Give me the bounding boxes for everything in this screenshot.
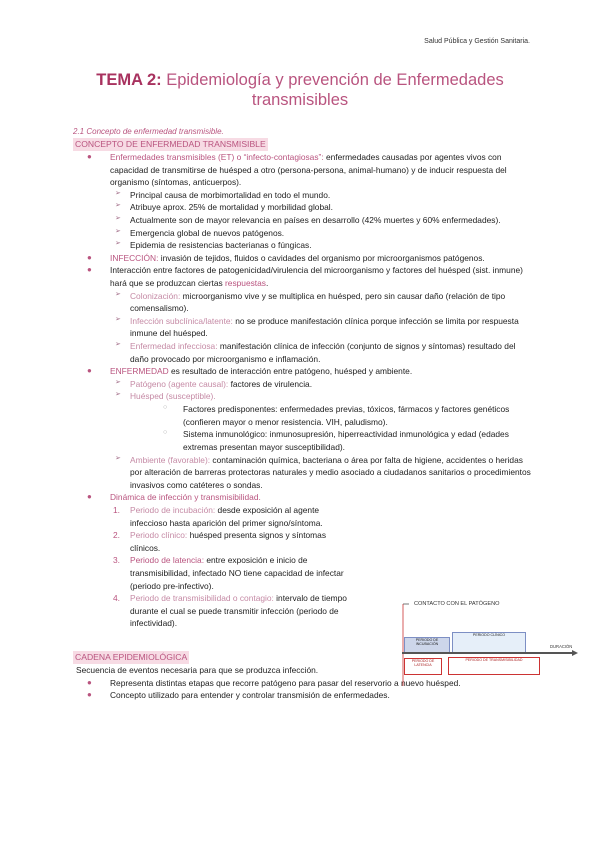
list-item bbox=[73, 378, 535, 391]
bullet-icon: ● bbox=[87, 677, 92, 687]
section-heading-concepto: CONCEPTO DE ENFERMEDAD TRANSMISIBLE bbox=[75, 139, 266, 149]
list-item bbox=[73, 454, 535, 492]
list-item-et bbox=[73, 151, 535, 189]
arrow-bullet-icon: ➢ bbox=[115, 227, 121, 235]
list-item bbox=[73, 315, 535, 340]
list-item-interaccion bbox=[73, 264, 535, 289]
list-item-text: Actualmente son de mayor relevancia en países en desarrollo (42% muertes y 60% enfermedades). bbox=[130, 214, 501, 225]
list-item-enfermedad bbox=[73, 365, 535, 378]
term-et: Enfermedades transmisibles (ET) o “infecto-contagiosas”: bbox=[110, 151, 324, 162]
step-number: 3. bbox=[113, 555, 120, 566]
box-clinico: PERIODO CLÍNICO bbox=[452, 632, 526, 653]
arrow-bullet-icon: ➢ bbox=[115, 240, 121, 248]
section-heading-cadena: CADENA EPIDEMIOLÓGICA bbox=[75, 652, 188, 663]
arrow-bullet-icon: ➢ bbox=[115, 202, 121, 210]
list-item-dinamica bbox=[73, 491, 535, 504]
list-item-text: no se produce manifestación clínica porque infección se limita por respuesta inmune del huésped. bbox=[130, 315, 519, 339]
list-item bbox=[73, 504, 355, 529]
duracion-label: DURACIÓN bbox=[550, 644, 573, 649]
text-infeccion: invasión de tejidos, fluidos o cavidades del organismo por microorganismos patógenos. bbox=[158, 252, 485, 263]
list-item bbox=[73, 214, 535, 227]
title-prefix: TEMA 2: bbox=[96, 71, 162, 89]
infection-timeline-diagram bbox=[400, 600, 590, 695]
header-note: Salud Pública y Gestión Sanitaria. bbox=[424, 38, 530, 45]
text-et: enfermedades causadas por agentes vivos con capacidad de transmitirse de huésped a otro (persona-persona, animal-humano) y de inducir respuesta del organismo (síntomas, anticuerpos). bbox=[110, 151, 507, 188]
bullet-icon: ● bbox=[87, 366, 92, 376]
term-clinico: Periodo clínico: bbox=[130, 530, 188, 541]
list-item-text: factores de virulencia. bbox=[228, 378, 313, 389]
arrow-bullet-icon: ➢ bbox=[115, 290, 121, 298]
list-item-text: huésped presenta signos y síntomas clínicos. bbox=[130, 530, 327, 553]
box-transmisibilidad: PERIODO DE TRANSMISIBILIDAD bbox=[448, 657, 540, 675]
list-item bbox=[73, 239, 535, 252]
box-incubacion: PERIODO DE INCUBACIÓN bbox=[404, 637, 450, 654]
list-item-infeccion bbox=[73, 252, 535, 265]
list-item bbox=[73, 428, 535, 453]
list-item-text: desde exposición al agente infeccioso hasta aparición del primer signo/síntoma. bbox=[130, 504, 323, 528]
text-interaccion: Interacción entre factores de patogenicidad/virulencia del microorganismo y factores del huésped (sist. inmune) hará que se produzcan ciertas bbox=[110, 265, 523, 288]
list-item-text: intervalo de tiempo durante el cual se puede transmitir infección (periodo de infectividad). bbox=[130, 593, 347, 629]
list-item-text: Sistema inmunológico: inmunosupresión, hiperreactividad inmunológica y edad (edades extremas presentan mayor susceptibilidad). bbox=[183, 429, 509, 452]
bullet-icon: ● bbox=[87, 252, 92, 262]
bullet-icon: ● bbox=[87, 492, 92, 502]
page-title bbox=[60, 70, 540, 110]
list-item-text: Atribuye aprox. 25% de mortalidad y morbilidad global. bbox=[130, 202, 333, 213]
list-item-text: microorganismo vive y se multiplica en huésped, pero sin causar daño (relación de tipo comensalismo). bbox=[130, 290, 506, 314]
circle-bullet-icon: ○ bbox=[163, 404, 168, 412]
list-item bbox=[73, 227, 535, 240]
arrow-bullet-icon: ➢ bbox=[115, 315, 121, 323]
list-item-text: Concepto utilizado para entender y controlar transmisión de enfermedades. bbox=[110, 690, 390, 701]
term-enfermedad-infecciosa: Enfermedad infecciosa: bbox=[130, 341, 218, 352]
term-respuestas: respuestas bbox=[225, 277, 266, 288]
term-infeccion: INFECCIÓN: bbox=[110, 252, 159, 263]
arrow-bullet-icon: ➢ bbox=[115, 341, 121, 349]
term-incubacion: Periodo de incubación: bbox=[130, 504, 216, 515]
term-transmisibilidad: Periodo de transmisibilidad o contagio: bbox=[130, 593, 274, 604]
step-number: 1. bbox=[113, 504, 120, 515]
list-item-text: manifestación clínica de infección (conjunto de signos y síntomas) resultado del daño provocado por microorganismo e inflamación. bbox=[130, 341, 516, 364]
list-item bbox=[73, 403, 535, 428]
arrow-bullet-icon: ➢ bbox=[115, 378, 121, 386]
list-item-text: Representa distintas etapas que recorre patógeno para pasar del reservorio a nuevo huésped. bbox=[110, 677, 461, 688]
list-item-text: entre exposición e inicio de transmisibilidad, infectado NO tiene capacidad de infectar (periodo pre-infectivo). bbox=[130, 555, 344, 591]
list-item bbox=[73, 340, 535, 365]
arrow-bullet-icon: ➢ bbox=[115, 214, 121, 222]
list-item bbox=[73, 201, 535, 214]
arrow-bullet-icon: ➢ bbox=[115, 189, 121, 197]
term-subclinica: Infección subclínica/latente: bbox=[130, 315, 233, 326]
text-enfermedad: es resultado de interacción entre patógeno, huésped y ambiente. bbox=[168, 366, 413, 377]
diagram-title: CONTACTO CON EL PATÓGENO bbox=[414, 601, 500, 607]
list-item-text: Factores predisponentes: enfermedades previas, tóxicos, fármacos y factores genéticos (confieren mayor o menor resistencia. VIH, paludismo). bbox=[183, 404, 510, 427]
list-item bbox=[73, 189, 535, 202]
list-item bbox=[73, 390, 535, 403]
term-ambiente: Ambiente (favorable): bbox=[130, 454, 211, 465]
subtitle: 2.1 Concepto de enfermedad transmisible. bbox=[73, 127, 224, 136]
list-item bbox=[73, 290, 535, 315]
term-dinamica: Dinámica de infección y transmisibilidad. bbox=[110, 492, 261, 503]
term-colonizacion: Colonización: bbox=[130, 290, 181, 301]
arrow-bullet-icon: ➢ bbox=[115, 391, 121, 399]
box-latencia: PERIODO DE LATENCIA bbox=[404, 658, 442, 675]
step-number: 4. bbox=[113, 593, 120, 604]
bullet-icon: ● bbox=[87, 151, 92, 161]
title-text: Epidemiología y prevención de Enfermedades transmisibles bbox=[161, 71, 504, 110]
list-item bbox=[73, 592, 355, 630]
arrow-bullet-icon: ➢ bbox=[115, 454, 121, 462]
timeline-axis bbox=[402, 652, 572, 654]
list-item-text: Emergencia global de nuevos patógenos. bbox=[130, 227, 285, 238]
cadena-intro: Secuencia de eventos necesaria para que se produzca infección. bbox=[76, 664, 319, 675]
list-item-text: Principal causa de morbimortalidad en todo el mundo. bbox=[130, 189, 331, 200]
list-item bbox=[73, 529, 355, 554]
list-item bbox=[73, 554, 355, 592]
term-huesped: Huésped (susceptible). bbox=[130, 391, 216, 402]
bullet-icon: ● bbox=[87, 265, 92, 275]
term-patogeno: Patógeno (agente causal): bbox=[130, 378, 229, 389]
text-end: . bbox=[265, 277, 269, 288]
list-item-text: contaminación química, bacteriana o área por falta de higiene, accidentes o heridas por alteración de barreras protectoras naturales y medio asociado a ciudadanos sanitarios o procedimientos invasivos como catéteres o sondas. bbox=[130, 454, 531, 490]
step-number: 2. bbox=[113, 530, 120, 541]
bullet-icon: ● bbox=[87, 690, 92, 700]
dinamica-steps bbox=[73, 504, 355, 630]
list-item-text: Epidemia de resistencias bacterianas o fúngicas. bbox=[130, 240, 312, 251]
term-latencia: Periodo de latencia: bbox=[130, 555, 205, 566]
term-enfermedad: ENFERMEDAD bbox=[110, 366, 169, 377]
circle-bullet-icon: ○ bbox=[163, 429, 168, 437]
